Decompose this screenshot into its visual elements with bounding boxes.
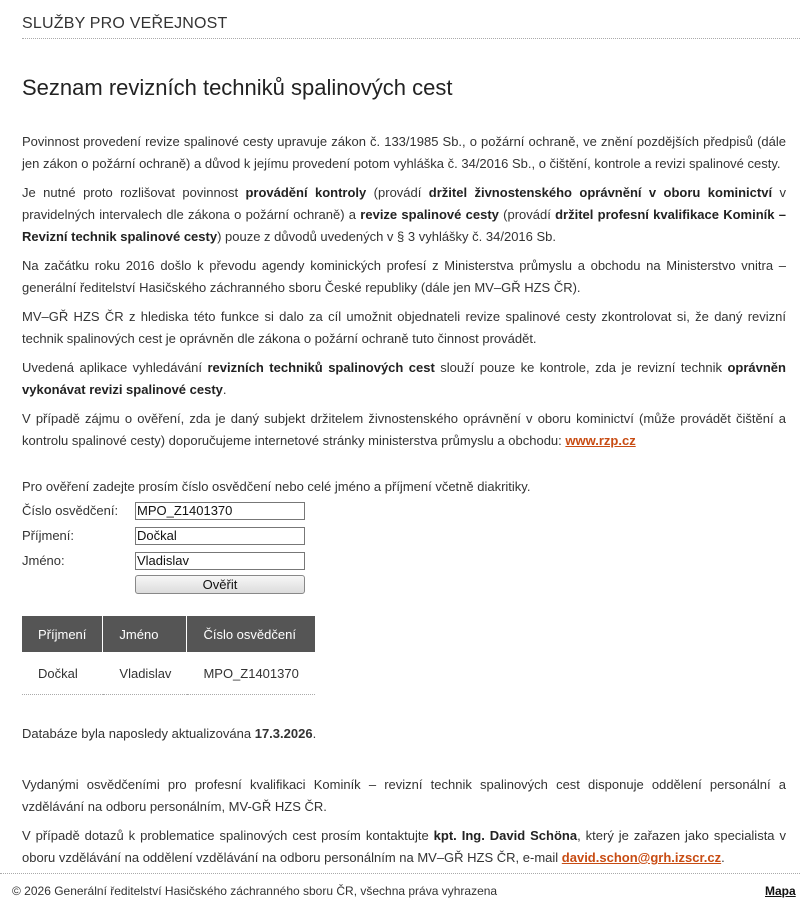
rzp-link[interactable]: www.rzp.cz	[565, 433, 636, 448]
results-header-row	[22, 616, 315, 652]
footer-copyright: © 2026 Generální ředitelství Hasičského záchranného sboru ČR, všechna práva vyhrazena	[12, 884, 498, 898]
contact-paragraph-1: Vydanými osvědčeními pro profesní kvalifikaci Kominík – revizní technik spalinových cest disponuje oddělení personální a vzdělávání na odboru personálním, MV-GŘ HZS ČR.	[22, 777, 786, 814]
col-header-cert[interactable]: Číslo osvědčení	[187, 616, 314, 652]
intro-paragraph-3: Na začátku roku 2016 došlo k převodu agendy kominických profesí z Ministerstva průmyslu a obchodu na Ministerstvo vnitra – generální ředitelství Hasičského záchranného sboru České republiky (dále jen MV–GŘ HZS ČR).	[22, 258, 786, 295]
form-instruction: Pro ověření zadejte prosím číslo osvědčení nebo celé jméno a příjmení včetně diakritiky.	[22, 479, 531, 494]
cert-label: Číslo osvědčení:	[22, 503, 119, 518]
cert-row	[22, 498, 786, 523]
name-label: Jméno:	[22, 553, 65, 568]
cell-cert: MPO_Z1401370	[187, 652, 314, 695]
surname-row	[22, 523, 786, 548]
intro-paragraph-4: MV–GŘ HZS ČR z hlediska této funkce si dalo za cíl umožnit objednateli revize spalinové cesty zkontrolovat si, že daný revizní technik spalinových cest je oprávněn dle zákona o požární ochraně tuto činnost provádět.	[22, 309, 786, 346]
cert-number-input[interactable]	[135, 502, 305, 520]
results-table	[22, 616, 315, 695]
page-title: Seznam revizních techniků spalinových cest	[22, 75, 453, 100]
db-update-date: 17.3.2026	[254, 726, 313, 741]
search-form	[22, 498, 786, 594]
col-header-surname[interactable]: Příjmení	[22, 616, 103, 652]
cell-name: Vladislav	[103, 652, 187, 695]
verify-button[interactable]: Ověřit	[135, 575, 305, 594]
surname-label: Příjmení:	[22, 528, 75, 543]
contact-email-link[interactable]: david.schon@grh.izscr.cz	[561, 850, 722, 865]
name-row	[22, 548, 786, 573]
map-link[interactable]: Mapa	[765, 884, 796, 898]
site-title[interactable]: SLUŽBY PRO VEŘEJNOST	[22, 15, 228, 32]
cell-surname: Dočkal	[22, 652, 103, 695]
surname-input[interactable]	[135, 527, 305, 545]
intro-paragraph-2: Je nutné proto rozlišovat povinnost provádění kontroly (provádí držitel živnostenského oprávnění v oboru kominictví v pravidelných intervalech dle zákona o požární ochraně) a revize spalinové cesty (provádí držitel profesní kvalifikace Kominík – Revizní technik spalinové cesty) pouze z důvodů uvedených v § 3 vyhlášky č. 34/2016 Sb.	[22, 185, 786, 244]
intro-paragraph-5: Uvedená aplikace vyhledávání revizních techniků spalinových cest slouží pouze ke kontrole, zda je revizní technik oprávněn vykonávat revizi spalinové cesty.	[22, 360, 786, 397]
footer-divider	[0, 873, 800, 874]
table-row	[22, 652, 315, 695]
contact-paragraph-2: V případě dotazů k problematice spalinových cest prosím kontaktujte kpt. Ing. David Schöna, který je zařazen jako specialista v oboru vzdělávání na oddělení vzdělávání na odboru personálním na MV–GŘ HZS ČR, e-mail david.schon@grh.izscr.cz.	[22, 828, 786, 865]
header-divider	[22, 38, 800, 39]
name-input[interactable]	[135, 552, 305, 570]
db-update-note: Databáze byla naposledy aktualizována 17.3.2026.	[22, 726, 317, 741]
col-header-name[interactable]: Jméno	[103, 616, 187, 652]
intro-paragraph-6: V případě zájmu o ověření, zda je daný subjekt držitelem živnostenského oprávnění v oboru kominictví (může provádět čištění a kontrolu spalinové cesty) doporučujeme internetové stránky ministerstva průmyslu a obchodu: www.rzp.cz	[22, 411, 786, 448]
intro-paragraph-1: Povinnost provedení revize spalinové cesty upravuje zákon č. 133/1985 Sb., o požární ochraně, ve znění pozdějších předpisů (dále jen zákon o požární ochraně) a důvod k jejímu provedení potom vyhláška č. 34/2016 Sb., o čištění, kontrole a revizi spalinové cesty.	[22, 134, 786, 171]
